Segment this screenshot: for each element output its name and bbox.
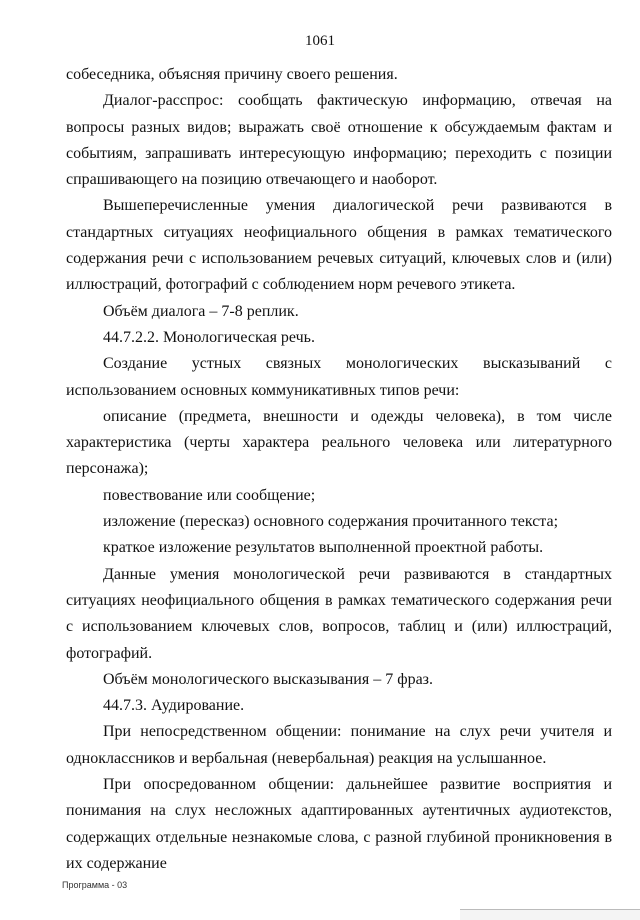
paragraph-dialog-volume: Объём диалога – 7-8 реплик. (103, 302, 299, 320)
list-item-project-summary: краткое изложение результатов выполненной проектной работы. (103, 539, 544, 557)
paragraph-direct-communication: При непосредственном общении: понимание на слух речи учителя и одноклассников и вербальная (невербальная) реакция на услышанное. (66, 723, 612, 767)
document-body (66, 62, 612, 877)
footer-label: Программа - 03 (62, 880, 128, 890)
scan-edge-mark (460, 909, 640, 920)
list-item-description: описание (предмета, внешности и одежды человека), в том числе характеристика (черты характера реального человека или литературного персонажа); (66, 407, 612, 478)
paragraph-dialog-inquiry: Диалог-расспрос: сообщать фактическую информацию, отвечая на вопросы разных видов; выражать своё отношение к обсуждаемым фактам и событиям, запрашивать интересующую информацию; переходить с позиции спрашивающего на позицию отвечающего и наоборот. (66, 92, 612, 189)
page-number: 1061 (305, 33, 335, 49)
section-heading-monologue: 44.7.2.2. Монологическая речь. (103, 328, 315, 346)
list-item-retelling: изложение (пересказ) основного содержания прочитанного текста; (103, 513, 559, 531)
section-heading-listening: 44.7.3. Аудирование. (103, 697, 245, 715)
paragraph-mediated-communication: При опосредованном общении: дальнейшее развитие восприятия и понимания на слух несложных адаптированных аутентичных аудиотекстов, содержащих отдельные незнакомые слова, с разной глубиной проникновения в их содержание (66, 776, 612, 872)
list-item-narration: повествование или сообщение; (103, 486, 316, 504)
paragraph-dialog-skills: Вышеперечисленные умения диалогической речи развиваются в стандартных ситуациях неофициального общения в рамках тематического содержания речи с использованием речевых ситуаций, ключевых слов и (или) иллюстраций, фотографий с соблюдением норм речевого этикета. (66, 197, 612, 294)
paragraph-monologue-skills: Данные умения монологической речи развиваются в стандартных ситуациях неофициального общения в рамках тематического содержания речи с использованием ключевых слов, вопросов, таблиц и (или) иллюстраций, фотографий. (66, 565, 612, 662)
paragraph-continuation: собеседника, объясняя причину своего решения. (66, 66, 398, 83)
paragraph-monologue-volume: Объём монологического высказывания – 7 фраз. (103, 670, 433, 688)
paragraph-monologue-intro: Создание устных связных монологических высказываний с использованием основных коммуникативных типов речи: (66, 355, 612, 399)
